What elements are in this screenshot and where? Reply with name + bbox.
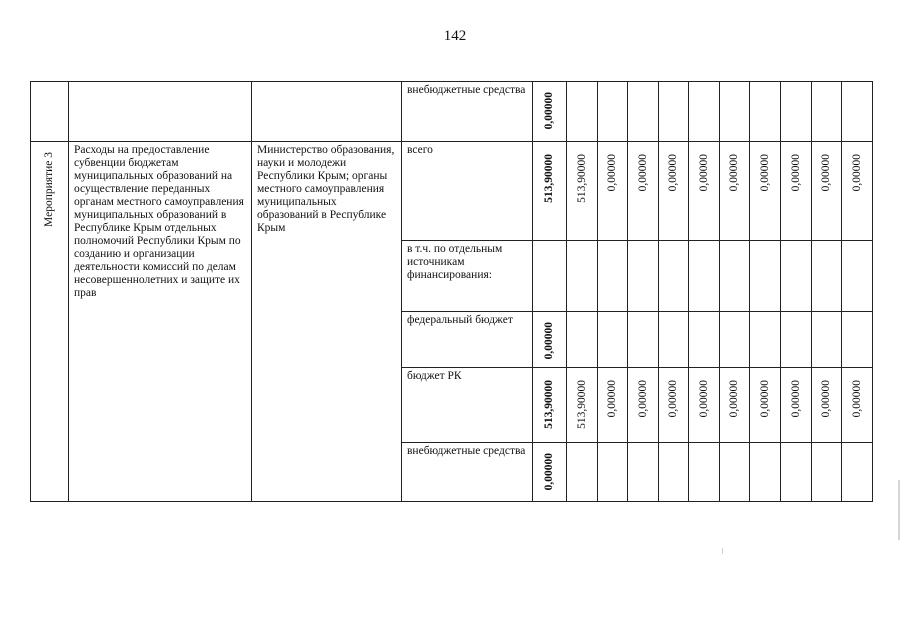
source-cell: внебюджетные средства xyxy=(402,82,533,142)
year-cell xyxy=(567,241,598,312)
total-cell: 0,00000 xyxy=(533,82,567,142)
year-cell xyxy=(628,82,659,142)
year-cell: 0,00000 xyxy=(659,368,689,443)
empty-label-cell xyxy=(31,82,69,142)
year-cell: 0,00000 xyxy=(812,142,842,241)
year-cell xyxy=(781,443,812,502)
year-cell xyxy=(598,443,628,502)
year-cell xyxy=(567,82,598,142)
year-cell: 513,90000 xyxy=(567,142,598,241)
empty-description-cell xyxy=(69,82,252,142)
source-cell: федеральный бюджет xyxy=(402,312,533,368)
year-cell xyxy=(720,312,750,368)
year-cell xyxy=(689,443,720,502)
year-cell xyxy=(750,82,781,142)
year-cell xyxy=(720,241,750,312)
year-cell: 0,00000 xyxy=(628,368,659,443)
total-cell: 0,00000 xyxy=(533,443,567,502)
year-cell xyxy=(689,312,720,368)
year-cell: 0,00000 xyxy=(689,368,720,443)
year-cell xyxy=(750,443,781,502)
executor: Министерство образования, науки и молодежи Республики Крым; органы местного самоуправления муниципальных образований в Республике Крым xyxy=(257,144,395,234)
year-cell xyxy=(750,312,781,368)
year-cell xyxy=(750,241,781,312)
year-cell xyxy=(812,82,842,142)
year-cell: 0,00000 xyxy=(781,368,812,443)
source-cell: внебюджетные средства xyxy=(402,443,533,502)
scan-artifact xyxy=(898,480,900,540)
measure-label-cell xyxy=(31,142,69,502)
year-cell xyxy=(628,443,659,502)
year-cell xyxy=(598,312,628,368)
year-cell xyxy=(567,312,598,368)
year-cell xyxy=(659,82,689,142)
measure-description-cell xyxy=(69,142,252,502)
total-cell: 513,90000 xyxy=(533,142,567,241)
year-cell xyxy=(842,312,873,368)
source-cell: бюджет РК xyxy=(402,368,533,443)
year-cell: 0,00000 xyxy=(689,142,720,241)
year-cell xyxy=(781,241,812,312)
total-cell xyxy=(533,241,567,312)
year-cell xyxy=(812,241,842,312)
source-cell: всего xyxy=(402,142,533,241)
year-cell xyxy=(842,241,873,312)
scan-artifact xyxy=(722,548,723,554)
year-cell: 0,00000 xyxy=(812,368,842,443)
year-cell xyxy=(689,241,720,312)
year-cell: 0,00000 xyxy=(750,368,781,443)
table-row-total xyxy=(31,142,873,241)
empty-executor-cell xyxy=(252,82,402,142)
page-number: 142 xyxy=(443,28,467,44)
year-cell xyxy=(598,82,628,142)
year-cell: 513,90000 xyxy=(567,368,598,443)
year-cell: 0,00000 xyxy=(842,142,873,241)
total-cell: 513,90000 xyxy=(533,368,567,443)
year-cell xyxy=(812,312,842,368)
year-cell xyxy=(567,443,598,502)
year-cell: 0,00000 xyxy=(781,142,812,241)
table-row-offbudget-top xyxy=(31,82,873,142)
year-cell xyxy=(812,443,842,502)
year-cell xyxy=(842,443,873,502)
year-cell: 0,00000 xyxy=(628,142,659,241)
year-cell xyxy=(689,82,720,142)
year-cell xyxy=(659,241,689,312)
year-cell xyxy=(628,241,659,312)
year-cell xyxy=(720,82,750,142)
year-cell xyxy=(842,82,873,142)
year-cell: 0,00000 xyxy=(750,142,781,241)
year-cell: 0,00000 xyxy=(842,368,873,443)
budget-table xyxy=(30,81,873,502)
year-cell: 0,00000 xyxy=(598,368,628,443)
year-cell: 0,00000 xyxy=(659,142,689,241)
year-cell xyxy=(781,312,812,368)
year-cell: 0,00000 xyxy=(598,142,628,241)
year-cell xyxy=(659,443,689,502)
year-cell xyxy=(720,443,750,502)
source-cell: в т.ч. по отдельным источникам финансирования: xyxy=(402,241,533,312)
total-cell: 0,00000 xyxy=(533,312,567,368)
year-cell: 0,00000 xyxy=(720,368,750,443)
measure-description: Расходы на предоставление субвенции бюджетам муниципальных образований на осуществление переданных органам местного самоуправления муниципальных образований в Республике Крым отдельных полномочий Республики Крым по созданию и организации деятельности комиссий по делам несовершеннолетних и защите их прав xyxy=(74,144,244,299)
measure-label: Мероприятие 3 xyxy=(43,152,55,227)
year-cell xyxy=(781,82,812,142)
year-cell xyxy=(628,312,659,368)
year-cell xyxy=(598,241,628,312)
year-cell xyxy=(659,312,689,368)
year-cell: 0,00000 xyxy=(720,142,750,241)
executor-cell xyxy=(252,142,402,502)
